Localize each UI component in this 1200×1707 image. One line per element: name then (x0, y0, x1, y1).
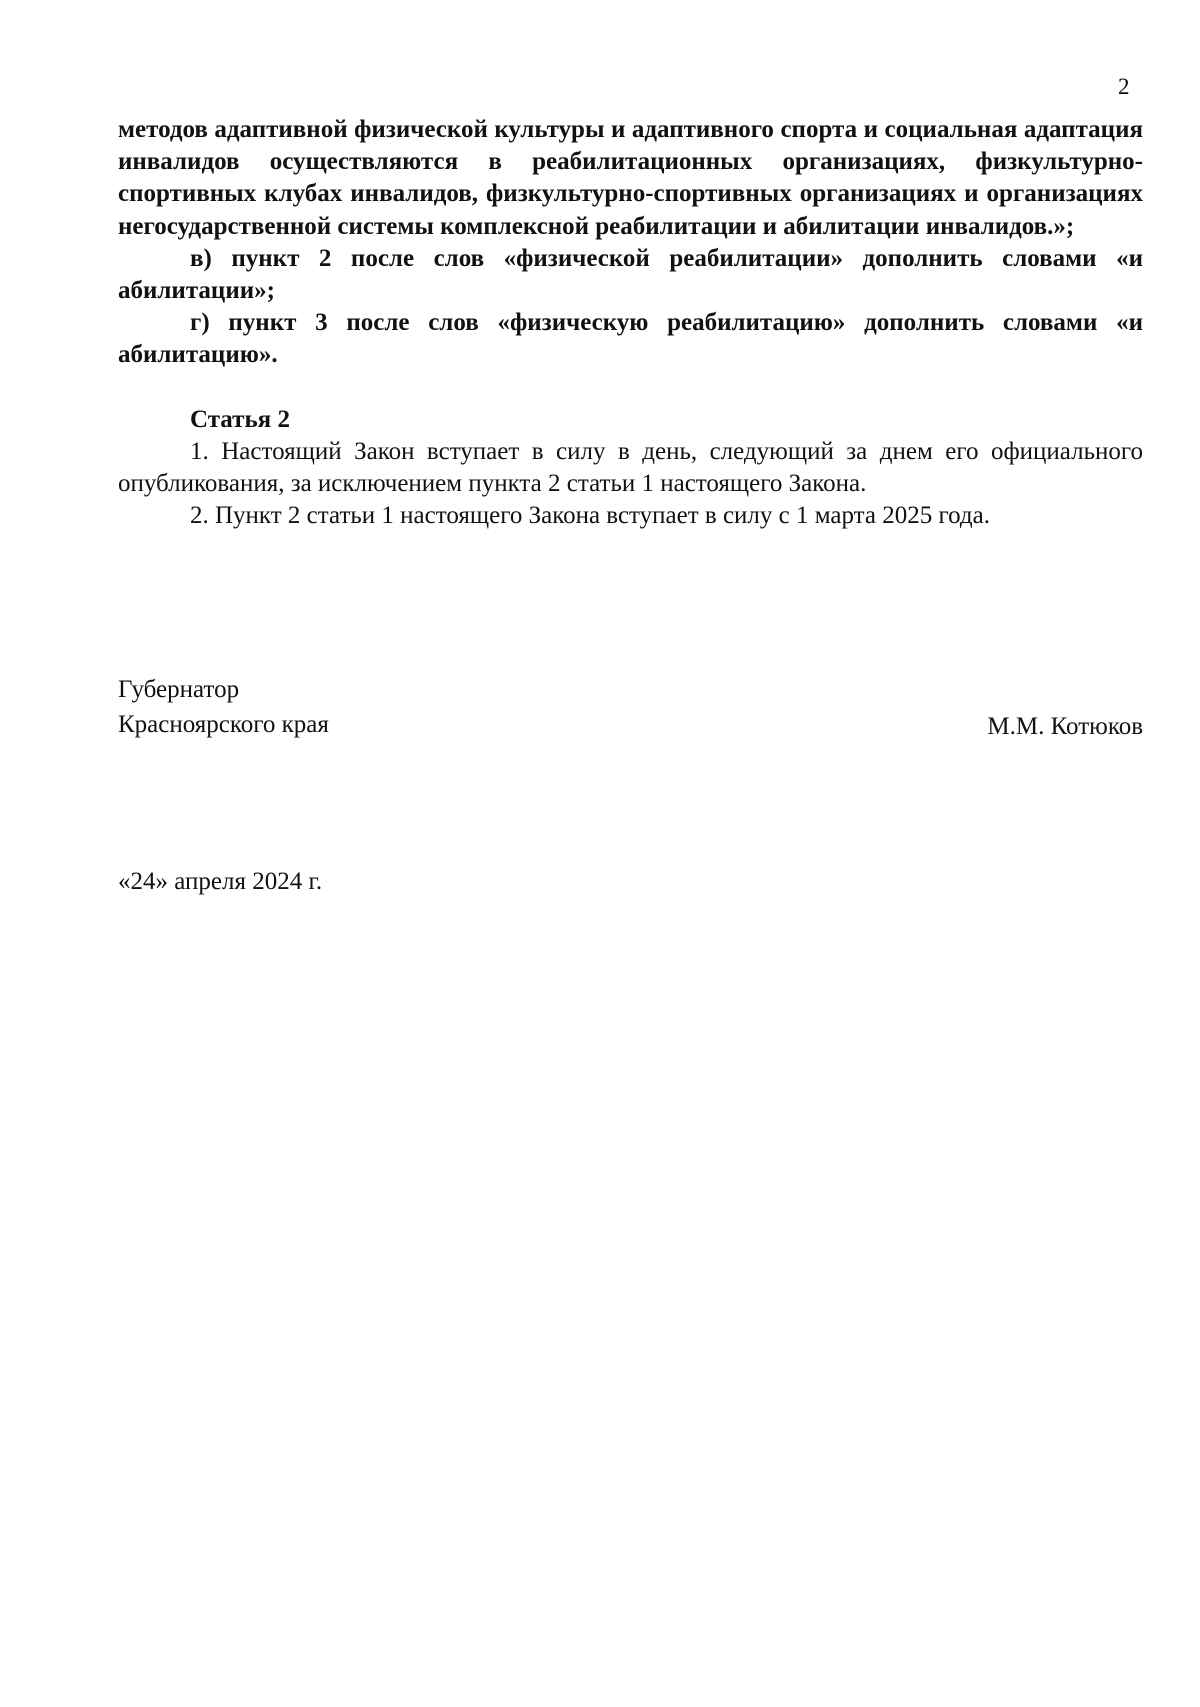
document-body (118, 114, 1143, 532)
signature-block (118, 672, 1143, 742)
article-heading: Статья 2 (190, 405, 290, 433)
article-item-2: 2. Пункт 2 статьи 1 настоящего Закона вступает в силу с 1 марта 2025 года. (190, 502, 990, 530)
signatory-title-line2: Красноярского края (118, 711, 329, 738)
page-number: 2 (1118, 74, 1130, 99)
article-item-1: 1. Настоящий Закон вступает в силу в день, следующий за днем его официального опубликования, за исключением пункта 2 статьи 1 настоящего Закона. (118, 437, 1143, 498)
paragraph-item-v: в) пункт 2 после слов «физической реабилитации» дополнить словами «и абилитации»; (118, 244, 1143, 305)
paragraph-continuation: методов адаптивной физической культуры и адаптивного спорта и социальная адаптация инвалидов осуществляются в реабилитационных организациях, физкультурно-спортивных клубах инвалидов, физкультурно-спортивных организациях и организациях негосударственной системы комплексной реабилитации и абилитации инвалидов.»; (118, 116, 1143, 240)
document-date: «24» апреля 2024 г. (118, 868, 323, 895)
signatory-title-line1: Губернатор (118, 676, 240, 703)
paragraph-item-g: г) пункт 3 после слов «физическую реабилитацию» дополнить словами «и абилитацию». (118, 309, 1143, 369)
signatory-name: М.М. Котюков (987, 713, 1143, 740)
